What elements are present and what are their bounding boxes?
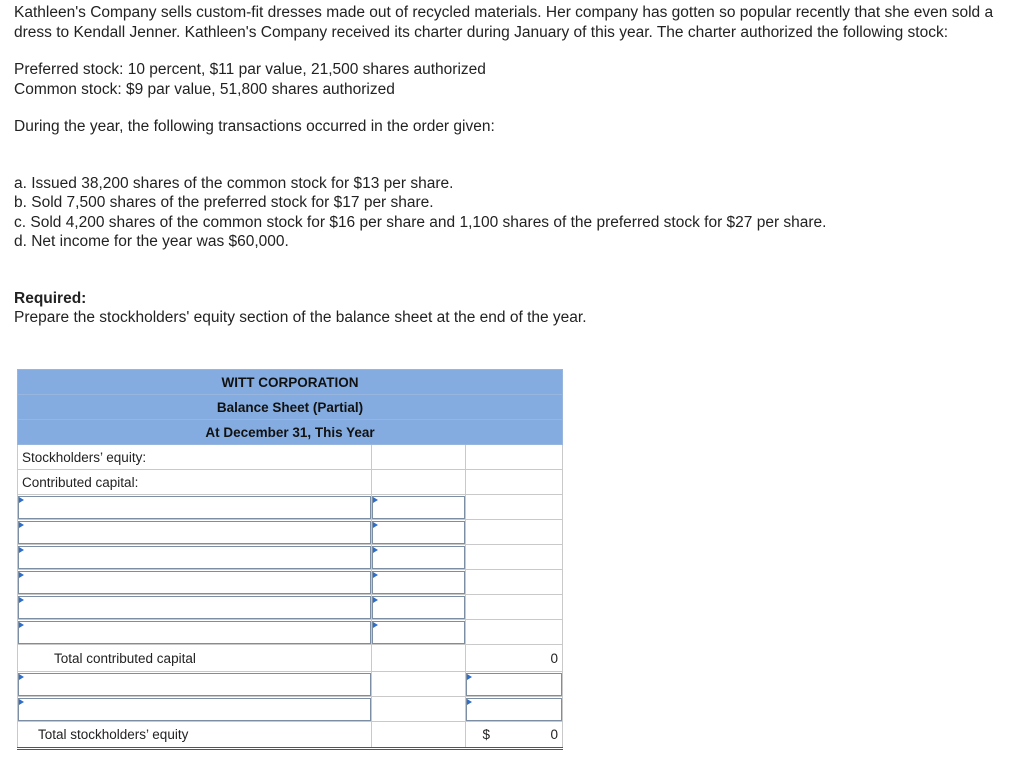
account-name-input[interactable]	[18, 596, 371, 619]
stockholders-equity-label: Stockholders’ equity:	[18, 445, 372, 470]
account-name-input[interactable]	[18, 698, 371, 721]
dropdown-marker-icon	[19, 547, 24, 553]
total-contributed-label: Total contributed capital	[18, 645, 372, 672]
dropdown-marker-icon	[19, 497, 24, 503]
amount-input[interactable]	[466, 673, 562, 696]
common-stock-terms: Common stock: $9 par value, 51,800 shares authorized	[14, 80, 395, 98]
dropdown-marker-icon	[373, 622, 378, 628]
total-contributed-value: 0	[466, 645, 563, 672]
required-heading: Required:	[14, 289, 87, 307]
required-text: Prepare the stockholders' equity section of the balance sheet at the end of the year.	[14, 309, 587, 326]
contributed-capital-label: Contributed capital:	[18, 470, 372, 495]
account-name-input[interactable]	[18, 521, 371, 544]
currency-symbol: $	[482, 727, 490, 742]
statement-date: At December 31, This Year	[18, 420, 563, 445]
total-equity-value: 0	[550, 727, 558, 742]
account-name-input[interactable]	[18, 673, 371, 696]
dropdown-marker-icon	[19, 622, 24, 628]
dropdown-marker-icon	[373, 497, 378, 503]
amount-input[interactable]	[372, 571, 466, 594]
company-name: WITT CORPORATION	[18, 370, 563, 395]
transaction-item: b. Sold 7,500 shares of the preferred stock for $17 per share.	[14, 194, 434, 211]
transaction-item: c. Sold 4,200 shares of the common stock for $16 per share and 1,100 shares of the preferred stock for $27 per share.	[14, 213, 827, 231]
dropdown-marker-icon	[19, 522, 24, 528]
problem-intro: Kathleen's Company sells custom-fit dresses made out of recycled materials. Her company has gotten so popular recently that she even sold a dress to Kendall Jenner. Kathleen's Company received its charter during January of this year. The charter authorized the following stock:	[14, 4, 994, 41]
problem-statement	[14, 3, 1010, 328]
account-name-input[interactable]	[18, 571, 371, 594]
transaction-item: a. Issued 38,200 shares of the common stock for $13 per share.	[14, 174, 454, 192]
dropdown-marker-icon	[373, 547, 378, 553]
dropdown-marker-icon	[19, 674, 24, 680]
transaction-item: d. Net income for the year was $60,000.	[14, 233, 289, 250]
amount-input[interactable]	[372, 621, 466, 644]
dropdown-marker-icon	[373, 597, 378, 603]
amount-input[interactable]	[372, 596, 466, 619]
dropdown-marker-icon	[467, 674, 472, 680]
account-name-input[interactable]	[18, 621, 371, 644]
account-name-input[interactable]	[18, 546, 371, 569]
dropdown-marker-icon	[19, 572, 24, 578]
dropdown-marker-icon	[373, 572, 378, 578]
total-equity-label: Total stockholders’ equity	[18, 722, 372, 749]
dropdown-marker-icon	[19, 597, 24, 603]
amount-input[interactable]	[466, 698, 562, 721]
amount-input[interactable]	[372, 521, 466, 544]
amount-input[interactable]	[372, 496, 466, 519]
account-name-input[interactable]	[18, 496, 371, 519]
transactions-intro: During the year, the following transactions occurred in the order given:	[14, 118, 495, 135]
dropdown-marker-icon	[19, 699, 24, 705]
dropdown-marker-icon	[467, 699, 472, 705]
preferred-stock-terms: Preferred stock: 10 percent, $11 par value, 21,500 shares authorized	[14, 61, 486, 78]
amount-input[interactable]	[372, 546, 466, 569]
statement-title: Balance Sheet (Partial)	[18, 395, 563, 420]
balance-sheet-table	[17, 369, 563, 750]
dropdown-marker-icon	[373, 522, 378, 528]
